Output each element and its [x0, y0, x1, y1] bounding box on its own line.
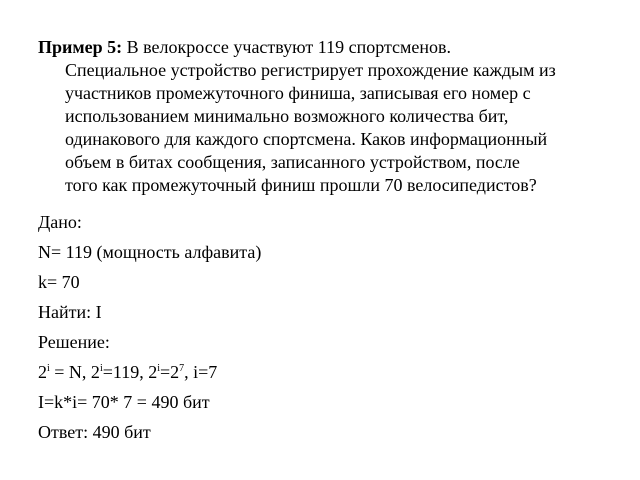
problem-line-2: Специальное устройство регистрирует прохождение каждым из: [65, 60, 556, 80]
formula-part-3: =119, 2: [102, 362, 158, 382]
problem-first-line: [38, 36, 608, 59]
problem-line-3: участников промежуточного финиша, записывая его номер с: [65, 83, 531, 103]
problem-line-1: В велокроссе участвуют 119 спортсменов.: [122, 37, 452, 57]
formula-part-5: , i=7: [184, 362, 218, 382]
given-k-line: k= 70: [38, 272, 80, 292]
answer-line: Ответ: 490 бит: [38, 422, 151, 442]
find-line: Найти: I: [38, 302, 102, 322]
calculation-line: I=k*i= 70* 7 = 490 бит: [38, 392, 210, 412]
example-label: Пример 5:: [38, 37, 123, 57]
formula-part-4: =2: [159, 362, 180, 382]
formula-line: [38, 357, 598, 387]
formula-exponent-4: 7: [179, 363, 185, 374]
problem-line-4: использованием минимально возможного количества бит,: [65, 106, 509, 126]
formula-part-2: = N, 2: [49, 362, 100, 382]
formula-exponent-2: i: [99, 363, 103, 374]
formula-part-1: 2: [38, 362, 47, 382]
formula-exponent-1: i: [47, 363, 50, 374]
problem-line-6: объем в битах сообщения, записанного устройством, после: [65, 152, 520, 172]
problem-continuation: [38, 59, 608, 197]
given-label: Дано:: [38, 212, 82, 232]
problem-line-7: того как промежуточный финиш прошли 70 велосипедистов?: [65, 175, 537, 195]
formula-exponent-3: i: [157, 363, 160, 374]
problem-statement: [38, 36, 608, 197]
problem-line-5: одинакового для каждого спортсмена. Каков информационный: [65, 129, 548, 149]
solution-label: Решение:: [38, 332, 110, 352]
given-n-line: N= 119 (мощность алфавита): [38, 242, 262, 262]
solution-block: [38, 207, 598, 447]
